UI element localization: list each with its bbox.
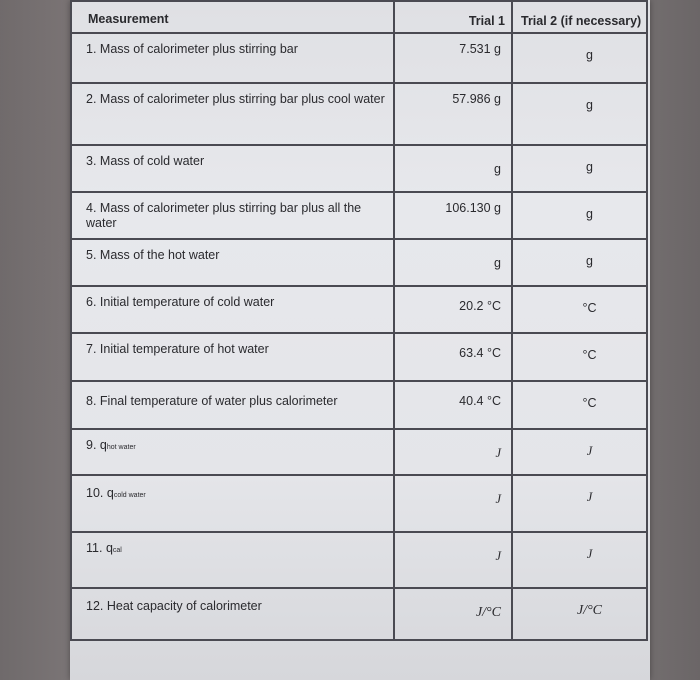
trial1-value-cell[interactable]: J: [394, 429, 512, 475]
table-row: [71, 475, 647, 532]
trial1-value-cell[interactable]: 7.531 g: [394, 33, 512, 83]
row-label-cell: 7. Initial temperature of hot water: [71, 333, 394, 381]
table-row: [71, 239, 647, 286]
trial2-value-cell[interactable]: °C: [512, 286, 647, 333]
row-label-cell: 1. Mass of calorimeter plus stirring bar: [71, 33, 394, 83]
table-row: [71, 588, 647, 640]
row-label-cell: 9. qhot water: [71, 429, 394, 475]
row-label-cell: 8. Final temperature of water plus calorimeter: [71, 381, 394, 429]
trial2-value-cell[interactable]: J: [512, 475, 647, 532]
measurement-table: [70, 0, 648, 641]
trial2-value-cell[interactable]: g: [512, 145, 647, 192]
table-row: [71, 83, 647, 145]
trial1-value-cell[interactable]: 63.4 °C: [394, 333, 512, 381]
trial1-value-cell[interactable]: g: [394, 145, 512, 192]
row-label-cell: 4. Mass of calorimeter plus stirring bar plus all the water: [71, 192, 394, 239]
header-row: [71, 1, 647, 33]
table-row: [71, 333, 647, 381]
row-label-cell: 3. Mass of cold water: [71, 145, 394, 192]
trial2-value-cell[interactable]: °C: [512, 381, 647, 429]
trial2-value-cell[interactable]: g: [512, 239, 647, 286]
table-row: [71, 286, 647, 333]
table-row: [71, 429, 647, 475]
trial2-value-cell[interactable]: g: [512, 83, 647, 145]
trial1-value-cell[interactable]: J/°C: [394, 588, 512, 640]
table-row: [71, 381, 647, 429]
trial2-value-cell[interactable]: J: [512, 532, 647, 588]
header-measurement: Measurement: [71, 1, 394, 33]
row-label-cell: 11. qcal: [71, 532, 394, 588]
trial2-value-cell[interactable]: °C: [512, 333, 647, 381]
trial1-value-cell[interactable]: 57.986 g: [394, 83, 512, 145]
table-row: [71, 33, 647, 83]
worksheet-page: [70, 0, 650, 680]
row-label-cell: 5. Mass of the hot water: [71, 239, 394, 286]
header-trial1: Trial 1: [394, 1, 512, 33]
trial1-value-cell[interactable]: g: [394, 239, 512, 286]
trial2-value-cell[interactable]: g: [512, 192, 647, 239]
trial1-value-cell[interactable]: 106.130 g: [394, 192, 512, 239]
trial1-value-cell[interactable]: 40.4 °C: [394, 381, 512, 429]
table-row: [71, 532, 647, 588]
table-row: [71, 145, 647, 192]
header-trial2: Trial 2 (if necessary): [512, 1, 647, 33]
row-label-cell: 2. Mass of calorimeter plus stirring bar plus cool water: [71, 83, 394, 145]
trial2-value-cell[interactable]: J: [512, 429, 647, 475]
trial1-value-cell[interactable]: 20.2 °C: [394, 286, 512, 333]
row-label-cell: 6. Initial temperature of cold water: [71, 286, 394, 333]
row-label-cell: 10. qcold water: [71, 475, 394, 532]
trial2-value-cell[interactable]: g: [512, 33, 647, 83]
trial1-value-cell[interactable]: J: [394, 475, 512, 532]
row-label-cell: 12. Heat capacity of calorimeter: [71, 588, 394, 640]
trial1-value-cell[interactable]: J: [394, 532, 512, 588]
trial2-value-cell[interactable]: J/°C: [512, 588, 647, 640]
table-row: [71, 192, 647, 239]
